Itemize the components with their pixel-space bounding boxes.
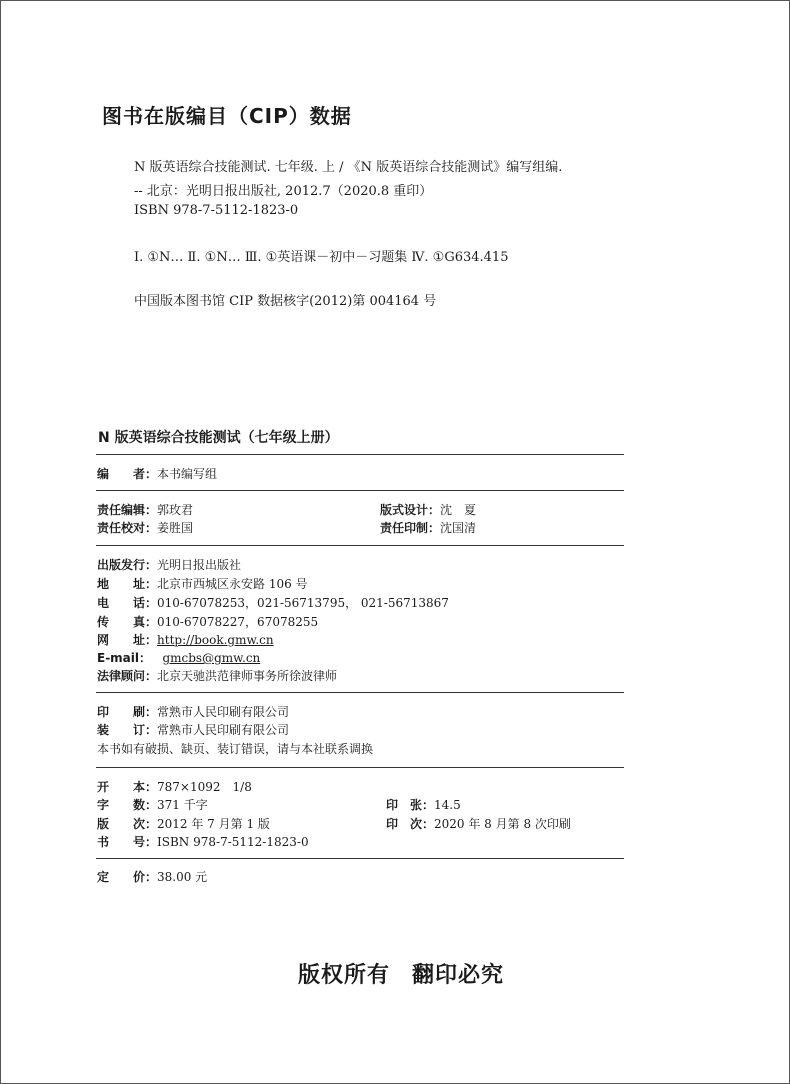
divider: [96, 858, 624, 859]
printer-value: 常熟市人民印刷有限公司: [157, 705, 290, 719]
isbn-label: 书 号：: [97, 835, 158, 849]
email-row: [97, 649, 260, 666]
binder-value: 常熟市人民印刷有限公司: [157, 723, 290, 737]
notice-row: [97, 740, 373, 757]
fax-row: [97, 613, 318, 630]
notice-text: 本书如有破损、缺页、装订错误，请与本社联系调换: [97, 742, 374, 756]
book-title: N 版英语综合技能测试（七年级上册）: [98, 430, 339, 446]
words-row: [97, 796, 208, 813]
isbn-value: ISBN 978-7-5112-1823-0: [157, 835, 309, 849]
address-label: 地 址：: [97, 577, 158, 591]
cip-line-isbn: ISBN 978-7-5112-1823-0: [134, 203, 299, 218]
edition-label: 版 次：: [97, 817, 158, 831]
copyright-notice: [298, 958, 504, 989]
divider: [96, 454, 624, 455]
divider: [96, 767, 624, 768]
email-link[interactable]: gmcbs@gmw.cn: [162, 651, 261, 665]
divider: [96, 692, 624, 693]
website-label: 网 址：: [97, 633, 158, 647]
format-value: 787×1092 1/8: [157, 780, 252, 794]
sheets-row: [386, 796, 461, 813]
proofreader-label: 责任校对：: [97, 521, 158, 535]
format-row: [97, 778, 252, 795]
editor-row: [97, 501, 193, 518]
legal-row: [97, 667, 337, 684]
cip-title: 图书在版编目（CIP）数据: [102, 104, 352, 128]
cip-line-1: N 版英语综合技能测试. 七年级. 上 / 《N 版英语综合技能测试》编写组编.: [134, 160, 563, 175]
editor-label: 责任编辑：: [97, 503, 158, 517]
printing-row: [380, 519, 476, 536]
price-value: 38.00 元: [157, 870, 208, 884]
impression-label: 印 次：: [386, 817, 435, 831]
sheets-value: 14.5: [434, 798, 461, 812]
layout-row: [380, 501, 476, 518]
cip-line-2: -- 北京：光明日报出版社, 2012.7（2020.8 重印）: [134, 184, 433, 199]
copyright-part-2: 翻印必究: [412, 963, 505, 988]
phone-label: 电 话：: [97, 596, 158, 610]
compiler-label: 编 者：: [97, 467, 158, 481]
price-row: [97, 868, 207, 885]
publisher-label: 出版发行：: [97, 558, 158, 572]
isbn-row: [97, 833, 309, 850]
address-value: 北京市西城区永安路 106 号: [157, 577, 308, 591]
printing-value: 沈国清: [440, 521, 477, 535]
fax-value: 010-67078227，67078255: [157, 615, 319, 629]
website-row: [97, 631, 274, 648]
phone-value: 010-67078253，021-56713795， 021-56713867: [157, 596, 449, 610]
price-label: 定 价：: [97, 870, 158, 884]
cip-data-number: 中国版本图书馆 CIP 数据核字(2012)第 004164 号: [134, 294, 437, 309]
printer-row: [97, 703, 289, 720]
divider: [96, 490, 624, 491]
legal-value: 北京天驰洪范律师事务所徐波律师: [157, 669, 338, 683]
legal-label: 法律顾问：: [97, 669, 158, 683]
binder-row: [97, 721, 289, 738]
email-label: E-mail：: [97, 651, 152, 665]
edition-value: 2012 年 7 月第 1 版: [157, 817, 270, 831]
compiler-value: 本书编写组: [157, 467, 218, 481]
compiler-row: [97, 465, 217, 482]
divider: [96, 545, 624, 546]
address-row: [97, 575, 308, 592]
printing-label: 责任印制：: [380, 521, 441, 535]
printer-label: 印 刷：: [97, 705, 158, 719]
words-label: 字 数：: [97, 798, 158, 812]
words-value: 371 千字: [157, 798, 208, 812]
proofreader-value: 姜胜国: [157, 521, 194, 535]
impression-value: 2020 年 8 月第 8 次印刷: [434, 817, 571, 831]
website-link[interactable]: http://book.gmw.cn: [157, 633, 274, 647]
proofreader-row: [97, 519, 193, 536]
layout-label: 版式设计：: [380, 503, 441, 517]
sheets-label: 印 张：: [386, 798, 435, 812]
publisher-value: 光明日报出版社: [157, 558, 242, 572]
copyright-part-1: 版权所有: [298, 963, 391, 988]
cip-classification: Ⅰ. ①N… Ⅱ. ①N… Ⅲ. ①英语课－初中－习题集 Ⅳ. ①G634.415: [134, 250, 509, 265]
editor-value: 郭玫君: [157, 503, 194, 517]
format-label: 开 本：: [97, 780, 158, 794]
layout-value: 沈 夏: [440, 503, 477, 517]
phone-row: [97, 594, 449, 611]
fax-label: 传 真：: [97, 615, 158, 629]
edition-row: [97, 815, 270, 832]
binder-label: 装 订：: [97, 723, 158, 737]
impression-row: [386, 815, 571, 832]
publisher-row: [97, 556, 241, 573]
